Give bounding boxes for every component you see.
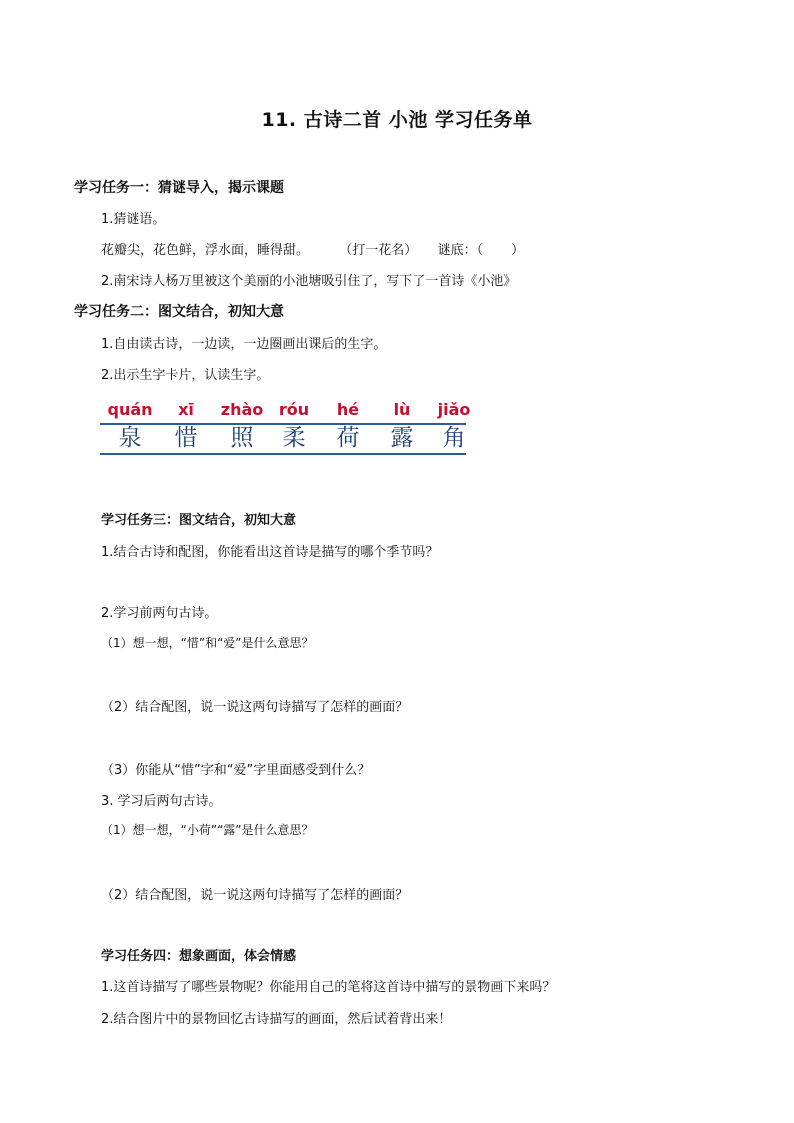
char-cell (320, 398, 376, 452)
char-pinyin: hé (336, 400, 360, 419)
char-cell (158, 398, 214, 452)
task4-item2: 2.结合图片中的景物回忆古诗描写的画面，然后试着背出来！ (101, 1012, 452, 1027)
char-pinyin: lù (393, 400, 411, 419)
task1-heading: 学习任务一：猜谜导入，揭示课题 (74, 180, 284, 196)
char-cell (214, 398, 270, 452)
task2-item1: 1.自由读古诗，一边读，一边圈画出课后的生字。 (101, 337, 387, 352)
char-hanzi: 泉 (118, 425, 142, 451)
task3-q2-1: （1）想一想，“惜”和“爱”是什么意思？ (101, 636, 314, 650)
riddle-answer-close: ） (511, 243, 525, 258)
page-title: 11. 古诗二首 小池 学习任务单 (261, 109, 533, 131)
task3-q1: 1.结合古诗和配图，你能看出这首诗是描写的哪个季节吗？ (101, 545, 439, 560)
task3-q3-2: （2）结合配图，说一说这两句诗描写了怎样的画面？ (101, 888, 409, 903)
task1-item2: 2.南宋诗人杨万里被这个美丽的小池塘吸引住了，写下了一首诗《小池》 (101, 274, 517, 289)
char-cell (266, 398, 322, 452)
task2-heading: 学习任务二：图文结合，初知大意 (74, 304, 284, 320)
task3-q3: 3. 学习后两句古诗。 (101, 794, 222, 809)
char-pinyin: zhào (220, 400, 264, 419)
riddle-text: 花瓣尖，花色鲜，浮水面，睡得甜。 (101, 243, 310, 258)
task2-item2: 2.出示生字卡片，认读生字。 (101, 368, 270, 383)
character-card (100, 398, 471, 458)
char-pinyin: jiǎo (437, 400, 471, 419)
char-hanzi: 角 (442, 425, 466, 451)
char-hanzi: 惜 (174, 425, 198, 451)
char-hanzi: 照 (230, 425, 254, 451)
char-pinyin: róu (278, 400, 310, 419)
char-hanzi: 露 (390, 425, 414, 451)
task4-heading: 学习任务四：想象画面，体会情感 (101, 949, 297, 964)
task3-q2-2: （2）结合配图，说一说这两句诗描写了怎样的画面？ (101, 700, 409, 715)
task1-riddle-line (101, 239, 524, 258)
task3-q2: 2.学习前两句古诗。 (101, 606, 218, 621)
task4-item1: 1.这首诗描写了哪些景物呢？你能用自己的笔将这首诗中描写的景物画下来吗？ (101, 980, 556, 995)
char-cell (374, 398, 430, 452)
task3-q2-3: （3）你能从“惜”字和“爱”字里面感受到什么？ (101, 763, 371, 778)
task1-item1: 1.猜谜语。 (101, 212, 166, 227)
char-pinyin: quán (107, 400, 153, 419)
char-cell (102, 398, 158, 452)
task3-heading: 学习任务三：图文结合，初知大意 (101, 513, 297, 528)
char-pinyin: xī (178, 400, 194, 419)
riddle-answer-label: 谜底：（ (437, 243, 484, 258)
char-hanzi: 荷 (336, 425, 360, 451)
riddle-hint: （打一花名） (339, 243, 418, 258)
task3-q3-1: （1）想一想，“小荷”“露”是什么意思？ (101, 823, 314, 837)
char-hanzi: 柔 (282, 425, 306, 451)
char-cell (426, 398, 482, 452)
card-divider-bottom (100, 453, 466, 455)
